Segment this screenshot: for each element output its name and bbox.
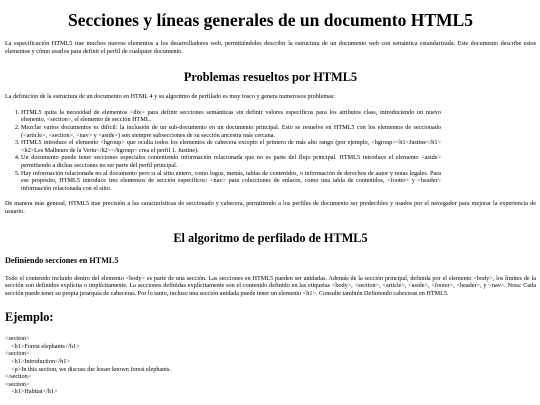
list-item: 2. Mezclar varios documentos es difícil: la inclusión de un sub-documento en un documento principal. Esto se resuelve en HTML5 con los elementos de seccionado (<article>, <section>, <nav> y <aside>) son siempre subsecciones de su sección ancestra más cercana. bbox=[21, 124, 441, 139]
sections-paragraph: Todo el contenido incluido dentro del elemento <body> es parte de una sección. Las secciones en HTML5 pueden ser anidadas. Además de la sección principal, definida por el elemento <body>, los límites de la sección son definidos explícita o implícitamente. La secciones definidas explícitamente son el contenido definido en las etiquetas <body>, <section>, <article>, <aside>, <footer>, <header>, y <nav>. Nota: Cada sección puede tener su propia jerarquía de cabeceras. Por lo tanto, incluso una sección anidada puede tener un elemento <h1>. Consulte también Definiendo cabeceras en HTML5. bbox=[5, 274, 536, 297]
intro-paragraph: La especificación HTML5 trae muchos nuevos elementos a los desarrolladores web, permitiéndoles describir la estructura de un documento web con semántica estandarizada. Este documento describe estos elementos y cómo usarlos para definir el perfil de cualquier documento. bbox=[5, 40, 536, 55]
problems-paragraph: La definición de la estructura de un documento en HTML 4 y su algoritmo de perfilado es muy tosco y genera numerosos problemas: bbox=[5, 93, 336, 101]
page-title: Secciones y líneas generales de un documento HTML5 bbox=[68, 10, 473, 30]
list-item: 4. Un documento puede tener secciones especiales conteniendo información relacionada que no es parte del flujo principal. HTML5 introduce el elemento <aside> permitiendo a dichas secciones no ser parte del perfil principal. bbox=[21, 154, 441, 169]
closing-paragraph: De manera más general, HTML5 trae precisión a las características de seccionado y cabecera, permitiendo a los perfiles de documento ser predecibles y usados por el navegador para mejorar la experiencia de usuario. bbox=[5, 200, 536, 215]
section-heading-algorithm: El algoritmo de perfilado de HTML5 bbox=[173, 230, 368, 245]
section-heading-problems: Problemas resueltos por HTML5 bbox=[183, 70, 358, 85]
example-code: <section> <h1>Forest elephants</h1> <section> <h1>Introduction</h1> <p>In this section, we discuss the lesser known forest elephants. </section> <section> <h1>Habitat</h1> bbox=[5, 335, 171, 396]
example-heading: Ejemplo: bbox=[5, 310, 54, 325]
list-item: 3. HTML5 introduce el elemento <hgroup> que oculta todos los elementos de cabecera excepto el primero de más alto rango (por ejemplo, <hgroup><h1>Justine</h1><h2>Les Malheurs de la Vertu</h2></hgroup> crea el perfil 1. Justine). bbox=[21, 139, 441, 154]
subheading-defining-sections: Definiendo secciones en HTML5 bbox=[5, 255, 119, 265]
list-item: 5. Hay información relacionada no al documento pero si al sitio entero, como logos, menús, tablas de contenidos, o información de derechos de autor y notas legales. Para ese propósito, HTML5 introduce tres elementos de sección específicos: <nav> para colecciones de enlaces, como una tabla de contenidos, <footer> y <header> información relacionada con el sitio. bbox=[21, 170, 441, 193]
list-item: 1. HTML5 quita la necesidad de elementos <div> para definir secciones semánticas sin definir valores específicos para los atributos class, introduciendo un nuevo elemento, <section>, el elemento de sección HTML. bbox=[21, 109, 441, 124]
problems-list bbox=[5, 109, 441, 193]
